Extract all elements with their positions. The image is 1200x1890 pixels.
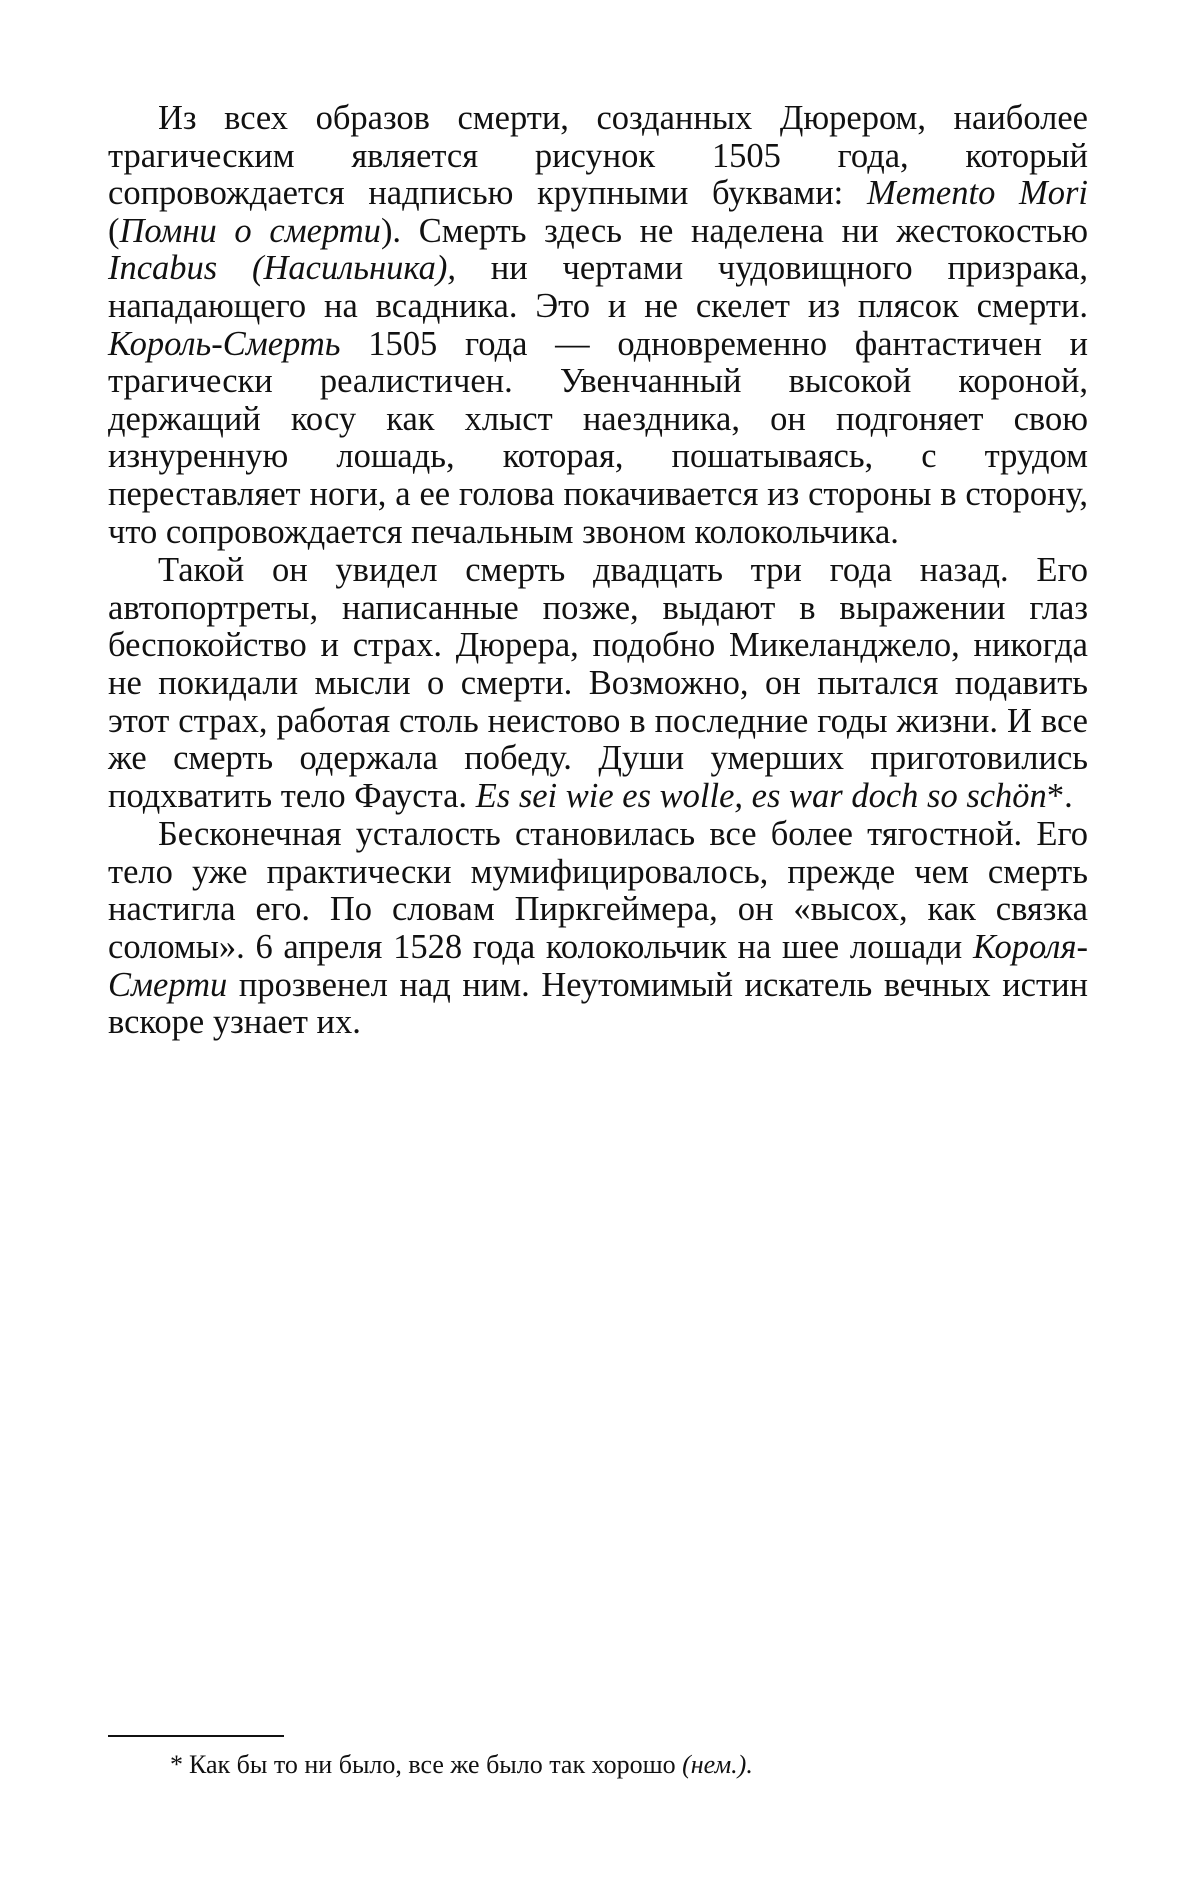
text-segment: ни чертами чудовищного призрака, нападающего на всадника. Это и не скелет из плясок смерти.: [108, 249, 1089, 325]
italic-segment: Король-Смерть: [108, 324, 341, 363]
text-segment: Из всех образов смерти, созданных Дюрером, наиболее трагическим является рисунок 1505 года, который сопровождается надписью крупными буквами:: [108, 99, 1088, 213]
page-body: [108, 100, 1088, 1042]
text-segment: Бесконечная усталость становилась все более тягостной. Его тело уже практически мумифицировалось, прежде чем смерть настигла его. По словам Пиркгеймера, он «высох, как связка соломы». 6 апреля 1528 года колокольчик на шее лошади: [108, 815, 1088, 967]
paragraph-1: [108, 100, 1088, 551]
italic-segment: Короля-Смерти: [108, 928, 1088, 1004]
footnote-text: Как бы то ни было, все же было так хорошо: [189, 1750, 683, 1779]
footnote-language-note: (нем.).: [682, 1750, 753, 1779]
text-segment: (: [108, 211, 120, 250]
italic-segment: Memento Mori: [866, 174, 1088, 213]
paragraph-2: [108, 552, 1088, 815]
text-segment: ). Смерть здесь не наделена ни жестокостью: [380, 211, 1088, 250]
footnote: [170, 1750, 753, 1780]
text-segment: Такой он увидел смерть двадцать три года назад. Его автопортреты, написанные позже, выдают в выражении глаз беспокойство и страх. Дюрера, подобно Микеланджело, никогда не покидали мысли о смерти. Возможно, он пытался подавить этот страх, работая столь неистово в последние годы жизни. И все же смерть одержала победу. Души умерших приготовились подхватить тело Фауста.: [108, 551, 1088, 815]
italic-segment: Incabus (Насильника),: [108, 249, 456, 288]
footnote-reference: *.: [1046, 776, 1073, 815]
italic-segment: Помни о смерти: [119, 211, 381, 250]
paragraph-3: [108, 816, 1088, 1042]
footnote-marker: *: [170, 1750, 183, 1779]
text-segment: прозвенел над ним. Неутомимый искатель вечных истин вскоре узнает их.: [108, 965, 1088, 1042]
text-segment: 1505 года — одновременно фантастичен и трагически реалистичен. Увенчанный высокой короной, держащий косу как хлыст наездника, он подгоняет свою изнуренную лошадь, которая, пошатываясь, с трудом переставляет ноги, а ее голова покачивается из стороны в сторону, что сопровождается печальным звоном колокольчика.: [108, 324, 1088, 551]
footnote-divider: [108, 1735, 284, 1737]
italic-segment: Es sei wie es wolle, es war doch so schön: [475, 776, 1047, 815]
